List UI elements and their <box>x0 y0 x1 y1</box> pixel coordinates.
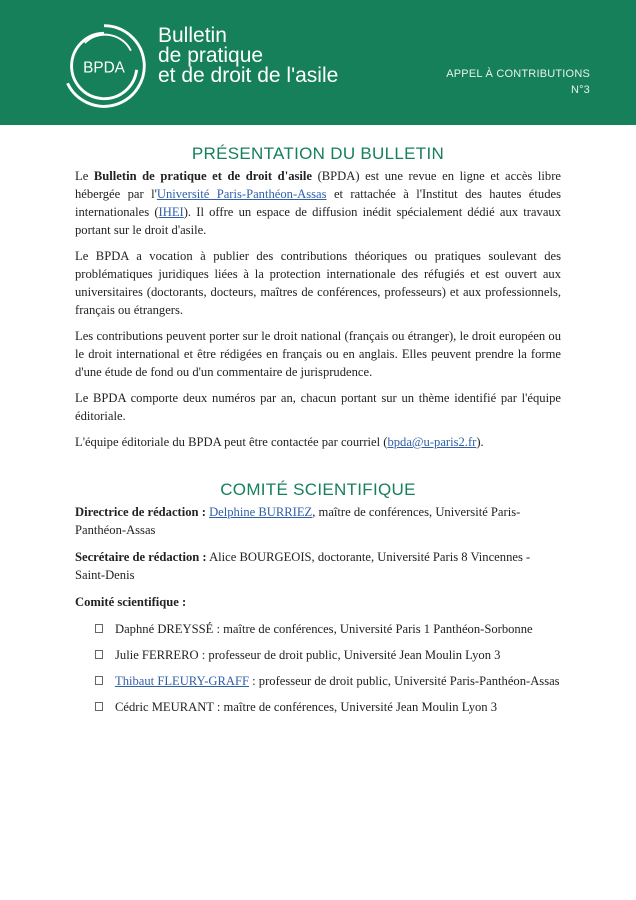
ihei-link[interactable]: IHEI <box>158 205 184 219</box>
title-line: et de droit de l'asile <box>158 64 339 87</box>
member-detail: : maître de conférences, Université Jean Moulin Lyon 3 <box>213 700 498 714</box>
main-content <box>75 143 561 724</box>
member-detail: : maître de conférences, Université Paris 1 Panthéon-Sorbonne <box>213 622 533 636</box>
bullet-box-icon <box>95 702 103 711</box>
committee-label-line <box>75 593 561 611</box>
bullet-box-icon <box>95 624 103 633</box>
director-detail: , maître de conférences, Université Paris-Panthéon-Assas <box>75 505 521 537</box>
bullet-box-icon <box>95 676 103 685</box>
bulletin-title <box>158 26 338 86</box>
call-label: APPEL À CONTRIBUTIONS <box>446 68 590 80</box>
email-link[interactable]: bpda@u-paris2.fr <box>387 435 477 449</box>
bpda-logo-icon <box>56 18 152 114</box>
issue-number: N°3 <box>570 84 590 96</box>
member-name: Daphné DREYSSÉ <box>115 622 214 636</box>
bulletin-name: Bulletin de pratique et de droit d'asile <box>93 169 312 183</box>
title-line: de pratique <box>158 44 264 67</box>
university-link[interactable]: Université Paris-Panthéon-Assas <box>156 187 327 201</box>
member-link[interactable]: Thibaut FLEURY-GRAFF <box>115 674 249 688</box>
secretary-line <box>75 548 561 584</box>
intro-paragraph <box>75 167 561 239</box>
director-link[interactable]: Delphine BURRIEZ <box>209 505 313 519</box>
member-name: Cédric MEURANT <box>115 700 214 714</box>
title-line: Bulletin <box>158 24 227 47</box>
vocation-paragraph: Le BPDA a vocation à publier des contributions théoriques ou pratiques soulevant des problématiques juridiques liées à la protection internationale des réfugiés et est ouvert aux universitaires (doctorants, docteurs, maîtres de conférences, professeurs) et aux professionnels, français ou étrangers. <box>75 249 561 317</box>
committee-members-list <box>75 620 561 716</box>
secretary-label: Secrétaire de rédaction : <box>75 550 207 564</box>
list-item <box>75 620 561 638</box>
text: (BPDA) est une revue en ligne et accès libre hébergée par l' <box>75 169 561 201</box>
member-detail: : professeur de droit public, Université Paris-Panthéon-Assas <box>249 674 560 688</box>
call-for-contributions <box>446 66 590 98</box>
text: et rattachée à l'Institut des hautes études internationales ( <box>75 187 561 219</box>
text: L'équipe éditoriale du BPDA peut être contactée par courriel ( <box>75 435 388 449</box>
secretary-detail: Alice BOURGEOIS, doctorante, Université Paris 8 Vincennes - Saint-Denis <box>75 550 531 582</box>
director-label: Directrice de rédaction : <box>75 505 206 519</box>
presentation-heading: PRÉSENTATION DU BULLETIN <box>191 144 445 163</box>
member-name: Julie FERRERO <box>115 648 199 662</box>
scope-paragraph: Les contributions peuvent porter sur le droit national (français ou étranger), le droit européen ou le droit international et être rédigées en français ou en anglais. Elles peuvent prendre la forme d'une étude de fond ou d'un commentaire de jurisprudence. <box>75 329 561 379</box>
committee-heading: COMITÉ SCIENTIFIQUE <box>220 480 416 499</box>
committee-section <box>75 503 561 716</box>
director-line <box>75 503 561 539</box>
header-banner <box>0 0 636 125</box>
bullet-box-icon <box>95 650 103 659</box>
member-detail: : professeur de droit public, Université Jean Moulin Lyon 3 <box>198 648 501 662</box>
issues-paragraph: Le BPDA comporte deux numéros par an, chacun portant sur un thème identifié par l'équipe éditoriale. <box>75 391 561 423</box>
committee-label: Comité scientifique : <box>75 595 187 609</box>
logo-text: BPDA <box>83 59 125 77</box>
list-item <box>75 646 561 664</box>
text: Le <box>75 169 94 183</box>
text: ). Il offre un espace de diffusion inédit spécialement dédié aux travaux portant sur le droit d'asile. <box>75 205 562 237</box>
list-item <box>75 672 561 690</box>
list-item <box>75 698 561 716</box>
text: ). <box>476 435 484 449</box>
contact-paragraph <box>75 433 561 451</box>
